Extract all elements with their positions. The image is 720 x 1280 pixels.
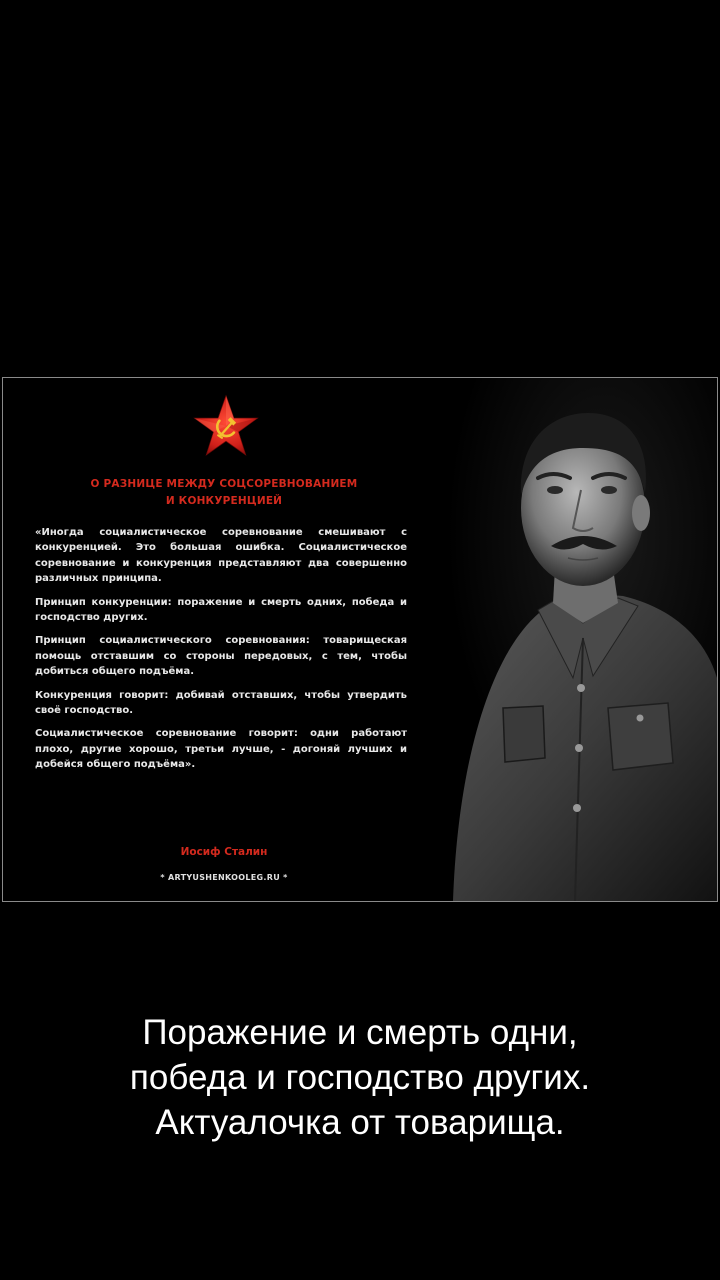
quote-paragraph: Принцип конкуренции: поражение и смерть одних, победа и господство других. bbox=[35, 596, 407, 624]
quote-text bbox=[35, 525, 407, 781]
quote-paragraph: Конкуренция говорит: добивай отставших, чтобы утвердить своё господство. bbox=[35, 689, 407, 717]
caption-line-1: Поражение и смерть одни, bbox=[142, 1013, 578, 1052]
quote-paragraph: Принцип социалистического соревнования: товарищеская помощь отставшим со стороны передовых, с тем, чтобы добиться общего подъёма. bbox=[35, 635, 407, 678]
quote-paragraph: «Иногда социалистическое соревнование смешивают с конкуренцией. Это большая ошибка. Социалистическое соревнование и конкуренция представляют два совершенно различных принципа. bbox=[35, 527, 407, 585]
red-star-hammer-sickle-icon bbox=[193, 394, 259, 458]
quote-author: Иосиф Сталин bbox=[180, 846, 268, 858]
caption-line-3: Актуалочка от товарища. bbox=[155, 1103, 565, 1142]
quote-paragraph: Социалистическое соревнование говорит: одни работают плохо, другие хорошо, третьи лучше, - догоняй лучших и добейся общего подъёма». bbox=[35, 728, 407, 771]
post-caption bbox=[0, 1010, 720, 1145]
poster-title-line-1: О РАЗНИЦЕ МЕЖДУ СОЦСОРЕВНОВАНИЕМ bbox=[90, 478, 358, 490]
poster-title bbox=[33, 476, 415, 510]
poster-title-line-2: И КОНКУРЕНЦИЕЙ bbox=[165, 495, 283, 507]
caption-line-2: победа и господство других. bbox=[129, 1058, 591, 1097]
quote-poster-image bbox=[2, 377, 718, 902]
portrait-photo bbox=[433, 378, 717, 901]
poster-text-column bbox=[33, 378, 415, 901]
source-site: * ARTYUSHENKOOLEG.RU * bbox=[160, 873, 288, 882]
